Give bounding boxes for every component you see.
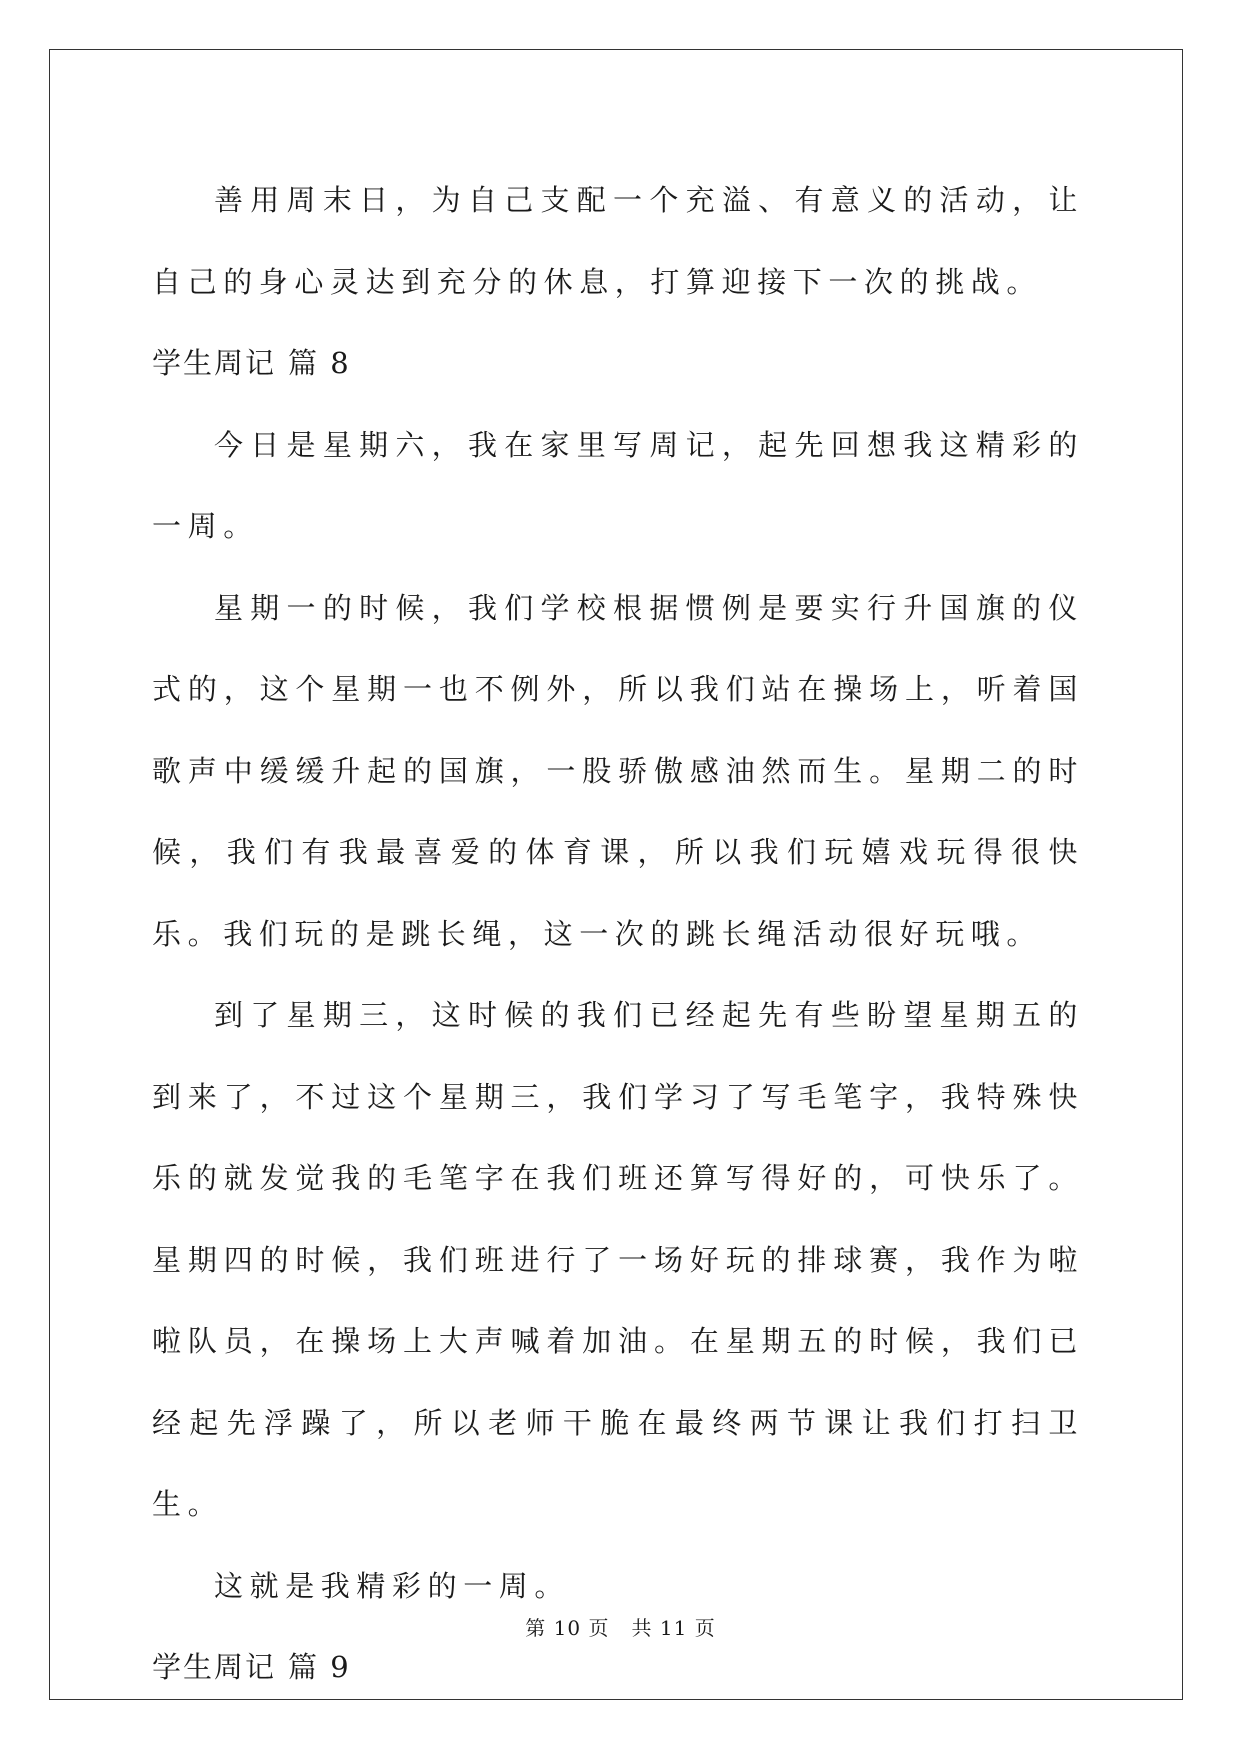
paragraph-2: 今日是星期六，我在家里写周记，起先回想我这精彩的一周。 [152,427,1084,543]
heading-number: 篇 9 [288,1650,351,1684]
paragraph-4: 到了星期三，这时候的我们已经起先有些盼望星期五的到来了，不过这个星期三，我们学习了写毛笔字，我特殊快乐的就发觉我的毛笔字在我们班还算写得好的，可快乐了。星期四的时候，我们班进行了一场好玩的排球赛，我作为啦啦队员，在操场上大声喊着加油。在星期五的时候，我们已经起先浮躁了，所以老师干脆在最终两节课让我们打扫卫生。 [152,998,1084,1521]
heading-number: 篇 8 [288,346,351,380]
paragraph-1: 善用周末日，为自己支配一个充溢、有意义的活动，让自己的身心灵达到充分的休息，打算迎接下一次的挑战。 [152,183,1084,299]
paragraph-5: 这就是我精彩的一周。 [214,1568,571,1603]
heading-title: 学生周记 [152,1650,277,1684]
section-heading-8 [152,323,1084,405]
page-footer: 第 10 页 共 11 页 [525,1616,716,1640]
paragraph-3: 星期一的时候，我们学校根据惯例是要实行升国旗的仪式的，这个星期一也不例外，所以我们站在操场上，听着国歌声中缓缓升起的国旗，一股骄傲感油然而生。星期二的时候，我们有我最喜爱的体育课，所以我们玩嬉戏玩得很快乐。我们玩的是跳长绳，这一次的跳长绳活动很好玩哦。 [152,590,1084,951]
document-body [152,160,1084,1709]
heading-title: 学生周记 [152,346,277,380]
